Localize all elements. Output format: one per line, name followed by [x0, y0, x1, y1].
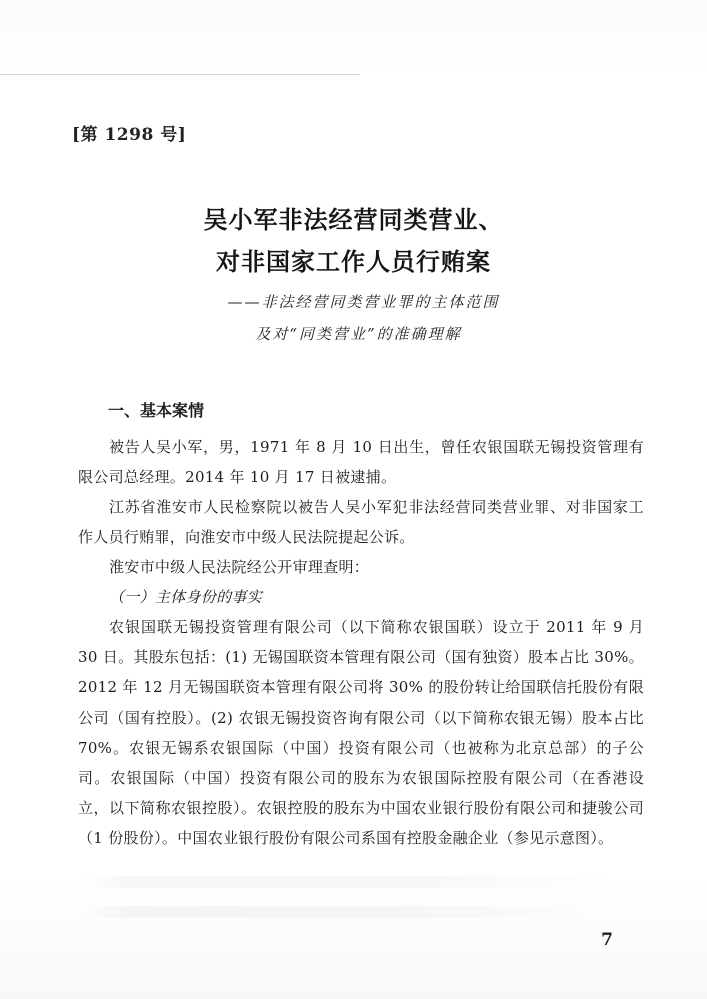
subsection-heading	[78, 582, 644, 612]
paragraph-court-finding	[78, 552, 644, 582]
scan-shadow-line	[0, 74, 360, 75]
bleed-through-text	[80, 906, 600, 918]
case-title-line-1: 吴小军非法经营同类营业、	[203, 205, 504, 234]
paragraph-text: 淮安市中级人民法院经公开审理查明：	[109, 558, 370, 576]
paragraph-text: 被告人吴小军，男，1971 年 8 月 10 日出生，曾任农银国联无锡投资管理有限公司总经理。2014 年 10 月 17 日被逮捕。	[78, 438, 644, 487]
paragraph-defendant-info	[78, 432, 644, 492]
page-number: 7	[601, 930, 613, 950]
paragraph-company-facts	[78, 612, 644, 854]
bleed-through-text	[80, 876, 620, 888]
case-subtitle-line-1: ——非法经营同类营业罪的主体范围	[227, 293, 500, 311]
case-subtitle-line-2: 及对“同类营业”的准确理解	[255, 325, 462, 343]
paragraph-prosecution	[78, 492, 644, 552]
section-heading: 一、基本案情	[108, 401, 205, 420]
paragraph-text: 农银国联无锡投资管理有限公司（以下简称农银国联）设立于 2011 年 9 月 30 日。其股东包括：(1) 无锡国联资本管理有限公司（国有独资）股本占比 30%。2012 年 12 月无锡国联资本管理有限公司将 30% 的股份转让给国联信托股份有限公司（国有控股）。(2) 农银无锡投资咨询有限公司（以下简称农银无锡）股本占比 70%。农银无锡系农银国际（中国）投资有限公司（也被称为北京总部）的子公司。农银国际（中国）投资有限公司的股东为农银国际控股有限公司（在香港设立，以下简称农银控股）。农银控股的股东为中国农业银行股份有限公司和捷骏公司（1 份股份）。中国农业银行股份有限公司系国有控股金融企业（参见示意图）。	[78, 618, 644, 848]
paragraph-text: 江苏省淮安市人民检察院以被告人吴小军犯非法经营同类营业罪、对非国家工作人员行贿罪，向淮安市中级人民法院提起公诉。	[78, 498, 644, 547]
case-number: [第 1298 号]	[72, 125, 187, 145]
case-title-line-2: 对非国家工作人员行贿案	[216, 247, 491, 276]
paragraph-text: （一）主体身份的事实	[109, 588, 263, 606]
